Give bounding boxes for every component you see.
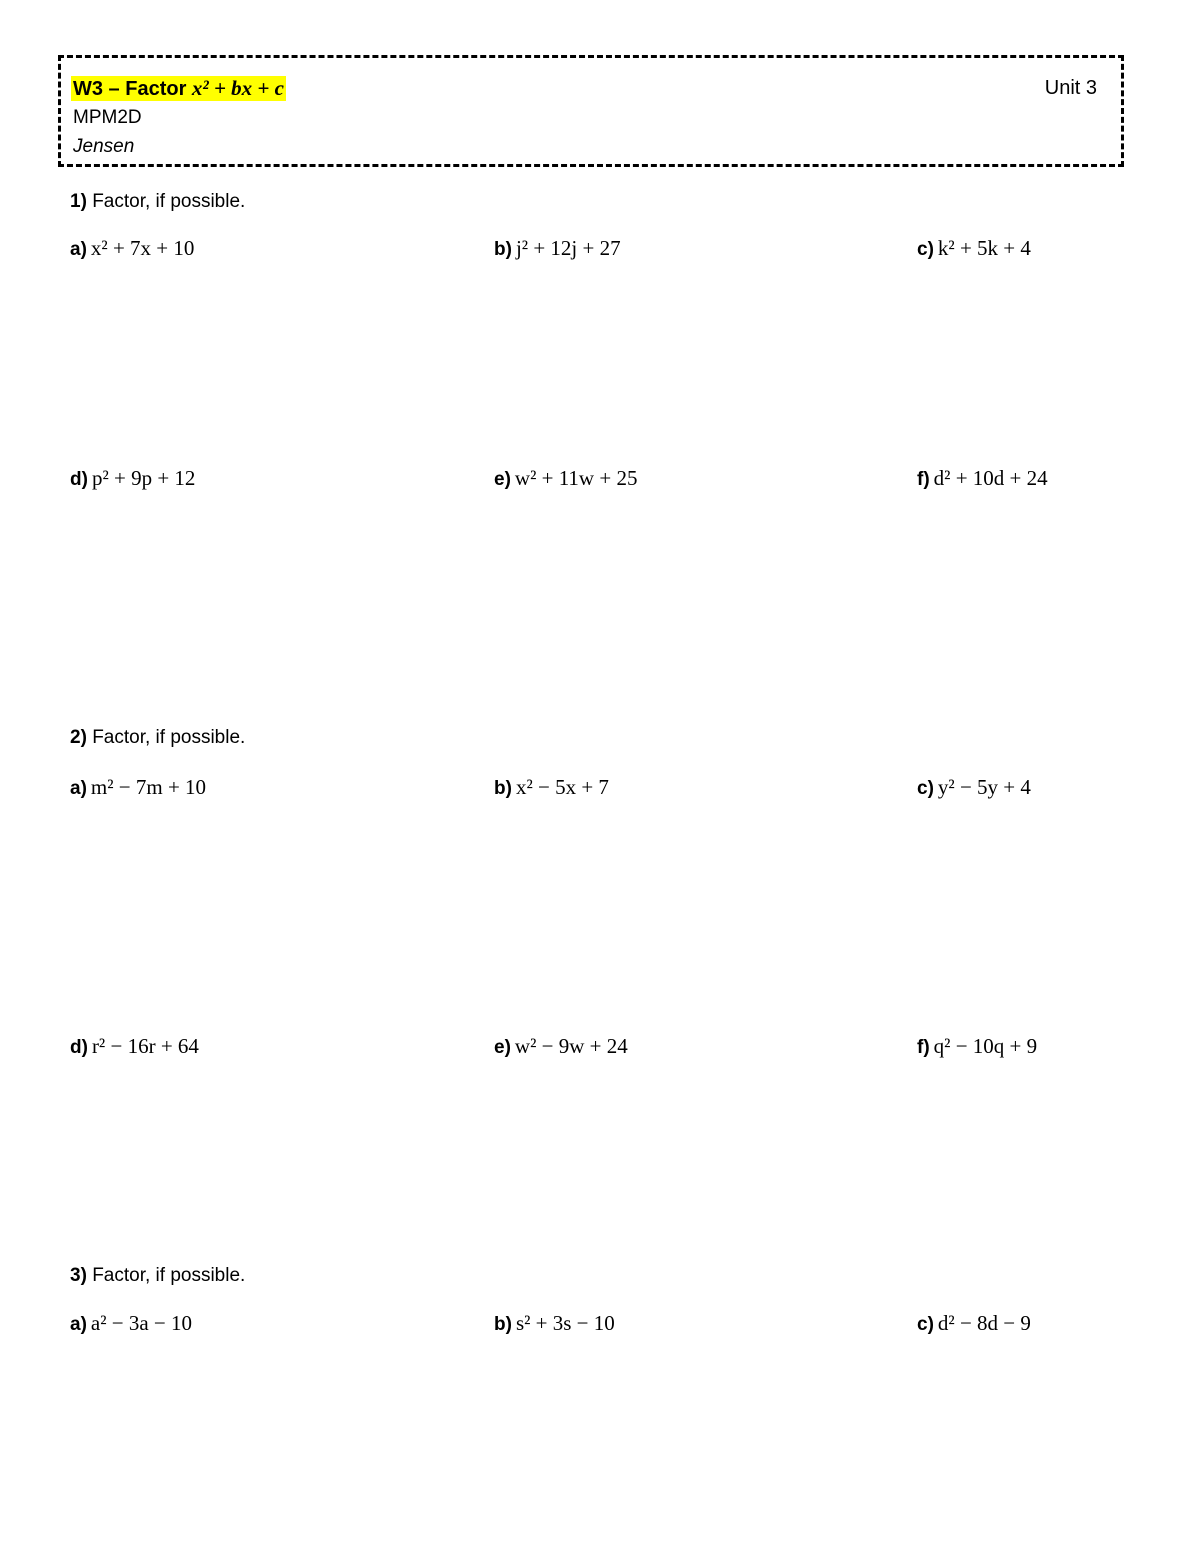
problem-label: d): [70, 1037, 88, 1058]
problem-expression: p² + 9p + 12: [91, 466, 196, 490]
problem-1d: [70, 465, 195, 493]
problem-expression: y² − 5y + 4: [937, 775, 1031, 799]
problem-1c: [917, 235, 1031, 263]
problem-3b: [494, 1310, 615, 1338]
title-math: x² + bx + c: [191, 76, 284, 100]
problem-expression: s² + 3s − 10: [515, 1311, 615, 1335]
problem-expression: a² − 3a − 10: [90, 1311, 193, 1335]
teacher-name: Jensen: [73, 136, 135, 157]
unit-label: Unit 3: [1044, 77, 1097, 99]
problem-2c: [917, 774, 1031, 802]
problem-label: a): [70, 1314, 87, 1335]
section-instruction: Factor, if possible.: [92, 727, 246, 748]
problem-expression: q² − 10q + 9: [933, 1034, 1038, 1058]
problem-2f: [917, 1033, 1037, 1061]
problem-label: e): [494, 1037, 511, 1058]
problem-label: a): [70, 778, 87, 799]
course-code: MPM2D: [73, 107, 142, 128]
title-text: W3 – Factor: [73, 78, 187, 100]
problem-1f: [917, 465, 1048, 493]
problem-2d: [70, 1033, 199, 1061]
section-instruction: Factor, if possible.: [92, 1265, 246, 1286]
section-2-heading: [70, 726, 245, 750]
problem-label: b): [494, 1314, 512, 1335]
problem-1a: [70, 235, 194, 263]
problem-expression: w² + 11w + 25: [514, 466, 638, 490]
problem-expression: d² − 8d − 9: [937, 1311, 1031, 1335]
problem-2b: [494, 774, 609, 802]
problem-label: b): [494, 778, 512, 799]
problem-2e: [494, 1033, 628, 1061]
problem-1e: [494, 465, 637, 493]
section-number: 2): [70, 727, 87, 748]
header-box: [58, 55, 1124, 167]
section-1-heading: [70, 190, 245, 214]
section-number: 3): [70, 1265, 87, 1286]
section-3-heading: [70, 1264, 245, 1288]
problem-label: e): [494, 469, 511, 490]
problem-label: f): [917, 1037, 930, 1058]
problem-label: c): [917, 778, 934, 799]
worksheet-title: [71, 76, 286, 101]
section-instruction: Factor, if possible.: [92, 191, 246, 212]
problem-3a: [70, 1310, 192, 1338]
problem-expression: x² − 5x + 7: [515, 775, 609, 799]
problem-expression: k² + 5k + 4: [937, 236, 1031, 260]
problem-label: c): [917, 1314, 934, 1335]
problem-expression: x² + 7x + 10: [90, 236, 195, 260]
problem-expression: w² − 9w + 24: [514, 1034, 628, 1058]
problem-label: a): [70, 239, 87, 260]
problem-label: b): [494, 239, 512, 260]
problem-1b: [494, 235, 621, 263]
section-number: 1): [70, 191, 87, 212]
problem-3c: [917, 1310, 1031, 1338]
problem-label: d): [70, 469, 88, 490]
problem-label: f): [917, 469, 930, 490]
problem-expression: r² − 16r + 64: [91, 1034, 199, 1058]
problem-label: c): [917, 239, 934, 260]
problem-2a: [70, 774, 206, 802]
problem-expression: j² + 12j + 27: [515, 236, 621, 260]
problem-expression: m² − 7m + 10: [90, 775, 207, 799]
problem-expression: d² + 10d + 24: [933, 466, 1048, 490]
